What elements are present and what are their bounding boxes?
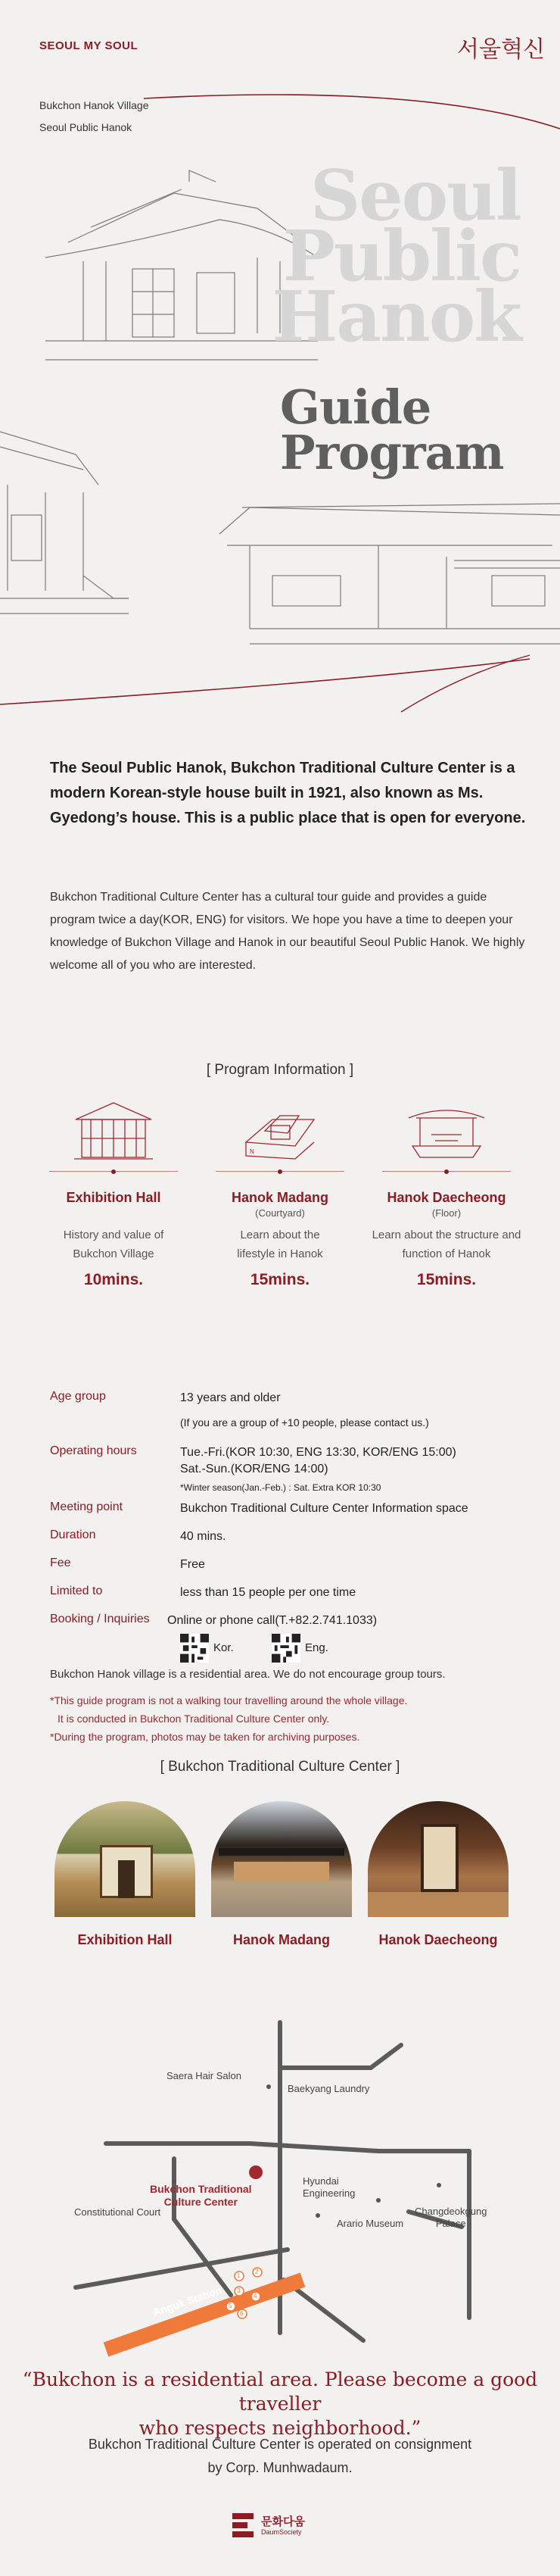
consign-line1: Bukchon Traditional Culture Center is operated on consignment: [88, 2437, 472, 2452]
age-value: 13 years and older: [180, 1391, 281, 1404]
seoul-my-soul-logo[interactable]: SEOUL MY SOUL: [39, 39, 138, 52]
exit-number: 3: [237, 2287, 241, 2294]
map-label-changdeokgung-line1: Changdeokgung: [415, 2206, 487, 2217]
map-label-saera: Saera Hair Salon: [166, 2070, 241, 2081]
hero-title: [272, 155, 521, 358]
program-desc: Learn about the lifestyle in Hanok: [237, 1229, 323, 1260]
program-name: Hanok Daecheong: [387, 1190, 506, 1205]
divider-dot: [111, 1169, 116, 1174]
qr-kor-label: Kor.: [213, 1641, 234, 1654]
program-name: Exhibition Hall: [66, 1190, 161, 1205]
program-hanok-daecheong: [363, 1097, 530, 1289]
map-roads: [61, 2007, 499, 2363]
exhibition-hall-image: [54, 1801, 195, 1917]
consignment-note: [0, 2433, 560, 2480]
duration-value: 40 mins.: [180, 1530, 226, 1543]
hours-weekend: Sat.-Sun.(KOR/ENG 14:00): [180, 1463, 328, 1475]
photo-caption: Exhibition Hall: [77, 1932, 173, 1947]
divider-dot: [444, 1169, 449, 1174]
booking-label: Booking / Inquiries: [50, 1613, 150, 1625]
quote-line1: “Bukchon is a residential area. Please become a good traveller: [22, 2368, 538, 2415]
hero-title-line-hanok: Hanok: [272, 276, 521, 358]
map-label-hyundai-line1: Hyundai: [303, 2175, 339, 2187]
culture-center-marker: [249, 2165, 263, 2179]
hours-weekday: Tue.-Fri.(KOR 10:30, ENG 13:30, KOR/ENG 15:00): [180, 1446, 456, 1459]
photo-caption: Hanok Daecheong: [378, 1932, 498, 1947]
program-duration: 15mins.: [416, 1271, 477, 1288]
program-exhibition-hall: [30, 1097, 197, 1289]
program-desc: Learn about the structure and function of Hanok: [372, 1229, 521, 1260]
exhibition-hall-icon: [68, 1097, 159, 1165]
map-label-constitutional: Constitutional Court: [74, 2206, 161, 2218]
qr-codes: [180, 1634, 328, 1663]
hanok-daecheong-image: [368, 1801, 509, 1917]
footer-logo-text: 문화다움: [261, 2515, 305, 2528]
program-section-title: [ Program Information ]: [206, 1062, 354, 1078]
consign-line2: by Corp. Munhwadaum.: [207, 2460, 353, 2475]
hero-title-line-public: Public: [282, 215, 521, 297]
map-label-changdeokgung-line2: Palace: [435, 2218, 466, 2229]
fee-value: Free: [180, 1558, 205, 1571]
meeting-value: Bukchon Traditional Culture Center Information space: [180, 1502, 468, 1515]
map-label-hyundai-line2: Engineering: [303, 2187, 356, 2199]
map-label-culture-center: [150, 2183, 252, 2209]
hours-label: Operating hours: [50, 1444, 137, 1457]
hero-illustration: [0, 0, 560, 742]
photo-hanok-daecheong[interactable]: [368, 1801, 509, 1948]
program-list: [30, 1097, 530, 1316]
munhwadaum-logo[interactable]: [231, 2512, 329, 2542]
intro-highlight: The Seoul Public Hanok, Bukchon Traditional Culture Center is a modern Korean-style house built in 1921, also known as Ms. Gyedong’s house. This is a public place that is open for everyone.: [50, 760, 526, 826]
hero-subtitle: [280, 379, 504, 480]
program-sub: (Courtyard): [255, 1207, 305, 1219]
divider: [216, 1171, 344, 1172]
hero-subtitle-program: Program: [280, 425, 504, 480]
program-hanok-madang: [197, 1097, 363, 1289]
age-note: (If you are a group of +10 people, please contact us.): [180, 1416, 429, 1429]
map-label-changdeokgung: [415, 2206, 487, 2230]
map-label-culture-center-line1: Bukchon Traditional: [150, 2183, 252, 2195]
intro-body: Bukchon Traditional Culture Center has a cultural tour guide and provides a guide program twice a day(KOR, ENG) for visitors. We hope you have a time to deepen your knowledge of Bukchon Village and Hanok in our beautiful Seoul Public Hanok. We highly welcome all of you who are interested.: [50, 891, 525, 972]
footer-logo-subtext: DaumSociety: [261, 2528, 302, 2536]
program-desc: History and value of Bukchon Village: [63, 1229, 164, 1260]
map-label-station: Anguk Station: [151, 2283, 223, 2319]
program-sub: [30, 1207, 197, 1219]
floor-icon: [401, 1097, 492, 1165]
location-map[interactable]: [61, 2007, 499, 2363]
center-section-title: [ Bukchon Traditional Culture Center ]: [160, 1759, 400, 1775]
residential-note: Bukchon Hanok village is a residential area. We do not encourage group tours.: [50, 1668, 446, 1681]
quote-line2: who respects neighborhood.”: [138, 2417, 422, 2439]
program-sub: (Floor): [431, 1207, 462, 1219]
program-duration: 10mins.: [83, 1271, 144, 1288]
map-label-hyundai: [303, 2175, 355, 2200]
meeting-label: Meeting point: [50, 1500, 123, 1513]
program-duration: 15mins.: [250, 1271, 310, 1288]
photo-hanok-madang[interactable]: [211, 1801, 352, 1948]
age-label: Age group: [50, 1390, 106, 1403]
hero-title-line-seoul: Seoul: [310, 155, 521, 236]
map-label-baekyang: Baekyang Laundry: [288, 2083, 370, 2094]
exit-number: 5: [229, 2303, 232, 2309]
hero-subtitle-guide: Guide: [280, 379, 431, 435]
breadcrumb-village[interactable]: Bukchon Hanok Village: [39, 99, 149, 111]
hanok-madang-image: [211, 1801, 352, 1917]
divider: [49, 1171, 178, 1172]
qr-code-kor-icon[interactable]: [180, 1634, 209, 1663]
limited-value: less than 15 people per one time: [180, 1586, 356, 1599]
warning-note-2: It is conducted in Bukchon Traditional Culture Center only.: [58, 1713, 330, 1725]
qr-code-eng-icon[interactable]: [272, 1634, 300, 1663]
seoul-innovation-logo[interactable]: 서울혁신: [457, 36, 545, 63]
program-name: Hanok Madang: [231, 1190, 328, 1205]
warning-note-3: *During the program, photos may be taken for archiving purposes.: [50, 1731, 360, 1743]
qr-eng-label: Eng.: [305, 1641, 328, 1654]
courtyard-icon: [235, 1097, 325, 1165]
map-label-culture-center-line2: Culture Center: [163, 2196, 238, 2208]
munhwadaum-logo-icon: [231, 2512, 255, 2539]
booking-value: Online or phone call(T.+82.2.741.1033): [167, 1614, 378, 1627]
divider-dot: [278, 1169, 282, 1174]
map-label-arario: Arario Museum: [337, 2218, 404, 2229]
center-photo-gallery: [47, 1801, 516, 1975]
divider: [382, 1171, 511, 1172]
warning-note-1: *This guide program is not a walking tour travelling around the whole village.: [50, 1694, 408, 1706]
closing-quote: [0, 2368, 560, 2440]
breadcrumb-public-hanok[interactable]: Seoul Public Hanok: [39, 121, 132, 133]
duration-label: Duration: [50, 1528, 96, 1541]
exit-number: 6: [240, 2310, 244, 2317]
photo-caption: Hanok Madang: [232, 1932, 330, 1947]
hours-winter-note: *Winter season(Jan.-Feb.) : Sat. Extra KOR 10:30: [180, 1482, 381, 1493]
svg-text:N: N: [250, 1148, 254, 1155]
exit-number: 1: [237, 2272, 241, 2279]
fee-label: Fee: [50, 1557, 71, 1569]
limited-label: Limited to: [50, 1585, 103, 1597]
photo-exhibition-hall[interactable]: [54, 1801, 195, 1948]
exit-number: 2: [255, 2268, 259, 2275]
exit-number: 4: [254, 2293, 257, 2300]
